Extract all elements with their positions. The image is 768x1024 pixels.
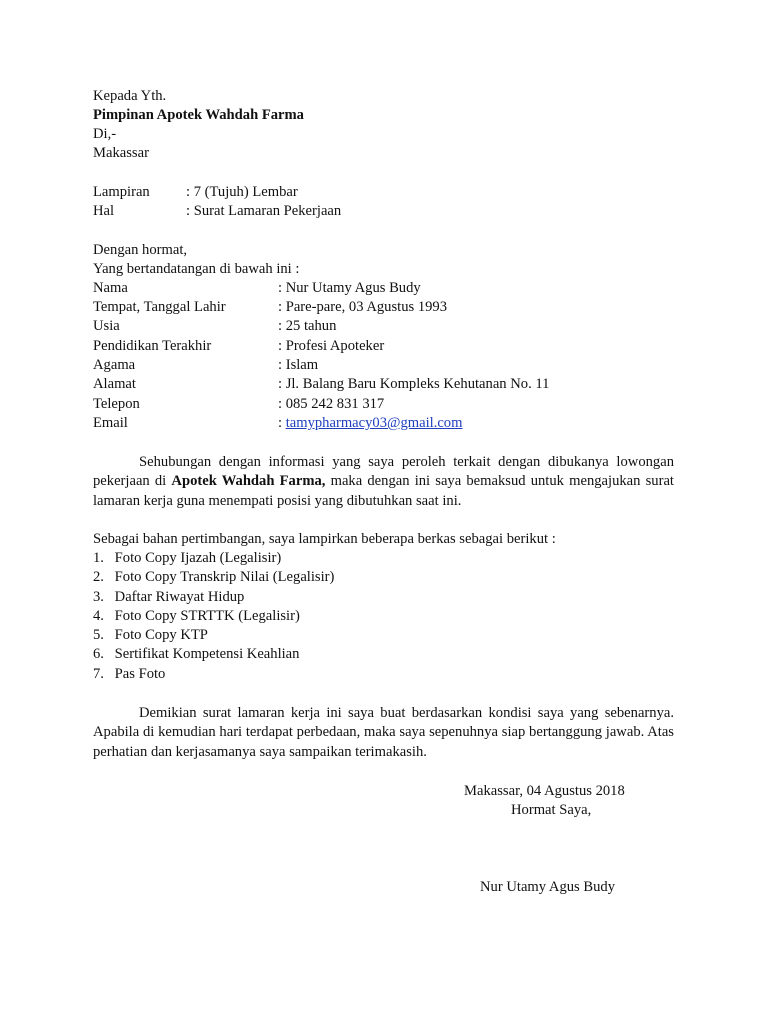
list-number: 7. bbox=[93, 665, 104, 682]
meta-row-subject bbox=[93, 202, 693, 221]
list-number: 2. bbox=[93, 569, 104, 586]
intro-text: Yang bertandatangan di bawah ini : bbox=[93, 261, 300, 277]
attachments-intro: Sebagai bahan pertimbangan, saya lampirkan beberapa berkas sebagai berikut : bbox=[93, 531, 556, 547]
field-label: Nama bbox=[93, 280, 128, 296]
list-number: 5. bbox=[93, 627, 104, 644]
list-item bbox=[93, 549, 334, 568]
list-text: Foto Copy Transkrip Nilai (Legalisir) bbox=[114, 569, 335, 586]
field-value bbox=[278, 414, 462, 433]
list-item bbox=[93, 568, 334, 587]
field-value: : Islam bbox=[278, 357, 319, 373]
list-item bbox=[93, 665, 334, 684]
company-name: Apotek Wahdah Farma, bbox=[171, 473, 326, 490]
greeting: Dengan hormat, bbox=[93, 242, 188, 258]
signature-place-date: Makassar, 04 Agustus 2018 bbox=[464, 783, 625, 799]
email-colon: : bbox=[278, 415, 286, 431]
list-text: Foto Copy KTP bbox=[114, 627, 208, 644]
field-label: Telepon bbox=[93, 396, 140, 412]
field-value: : Nur Utamy Agus Budy bbox=[278, 280, 421, 296]
list-number: 4. bbox=[93, 607, 104, 624]
field-value: : Jl. Balang Baru Kompleks Kehutanan No. 11 bbox=[278, 376, 550, 392]
field-value: : 25 tahun bbox=[278, 318, 337, 334]
applicant-row-address bbox=[93, 375, 693, 394]
recipient-salutation: Kepada Yth. bbox=[93, 88, 167, 104]
recipient-prefix: Di,- bbox=[93, 126, 117, 142]
list-item bbox=[93, 588, 334, 607]
list-text: Pas Foto bbox=[114, 665, 166, 682]
meta-row-attachments bbox=[93, 183, 693, 202]
field-label: Tempat, Tanggal Lahir bbox=[93, 299, 226, 315]
list-number: 6. bbox=[93, 646, 104, 663]
list-number: 3. bbox=[93, 588, 104, 605]
email-link[interactable]: tamypharmacy03@gmail.com bbox=[285, 415, 463, 431]
recipient-city: Makassar bbox=[93, 145, 149, 161]
applicant-row-phone bbox=[93, 395, 693, 414]
field-label: Agama bbox=[93, 357, 136, 373]
list-text: Sertifikat Kompetensi Keahlian bbox=[114, 646, 300, 663]
body-text-after: maka dengan ini saya bemaksud untuk mengajukan surat lamaran kerja guna menempati posisi yang dibutuhkan saat ini. bbox=[93, 473, 674, 509]
list-number: 1. bbox=[93, 550, 104, 566]
field-label: Usia bbox=[93, 318, 120, 334]
meta-label: Hal bbox=[93, 203, 115, 219]
list-text: Foto Copy STRTTK (Legalisir) bbox=[114, 607, 300, 624]
applicant-row-email bbox=[93, 414, 693, 433]
signature-name: Nur Utamy Agus Budy bbox=[480, 879, 615, 895]
list-item bbox=[93, 626, 334, 645]
applicant-row-education bbox=[93, 337, 693, 356]
recipient-name: Pimpinan Apotek Wahdah Farma bbox=[93, 107, 304, 123]
body-text-before: Sehubungan dengan informasi yang saya peroleh terkait dengan dibukanya lowongan pekerjaan di bbox=[93, 454, 674, 490]
field-value: : 085 242 831 317 bbox=[278, 396, 385, 412]
field-label: Alamat bbox=[93, 376, 136, 392]
closing-paragraph: Demikian surat lamaran kerja ini saya buat berdasarkan kondisi saya yang sebenarnya. Apabila di kemudian hari terdapat perbedaan, maka saya sepenuhnya siap bertanggung jawab. Atas perhatian dan kerjasamanya saya sampaikan terimakasih. bbox=[93, 705, 674, 760]
list-item bbox=[93, 645, 334, 664]
signature-regards: Hormat Saya, bbox=[511, 802, 592, 818]
list-text: Daftar Riwayat Hidup bbox=[114, 588, 245, 605]
meta-value: : 7 (Tujuh) Lembar bbox=[186, 184, 298, 200]
field-value: : Pare-pare, 03 Agustus 1993 bbox=[278, 299, 448, 315]
meta-label: Lampiran bbox=[93, 184, 150, 200]
list-text: Foto Copy Ijazah (Legalisir) bbox=[114, 550, 282, 566]
meta-value: : Surat Lamaran Pekerjaan bbox=[186, 203, 342, 219]
applicant-row-religion bbox=[93, 356, 693, 375]
list-item bbox=[93, 607, 334, 626]
field-label: Email bbox=[93, 415, 128, 431]
body-paragraph bbox=[93, 453, 674, 511]
applicant-row-birth bbox=[93, 298, 693, 317]
field-label: Pendidikan Terakhir bbox=[93, 338, 212, 354]
applicant-row-age bbox=[93, 317, 693, 336]
field-value: : Profesi Apoteker bbox=[278, 338, 385, 354]
applicant-row-name bbox=[93, 279, 693, 298]
attachments-list bbox=[93, 549, 334, 684]
